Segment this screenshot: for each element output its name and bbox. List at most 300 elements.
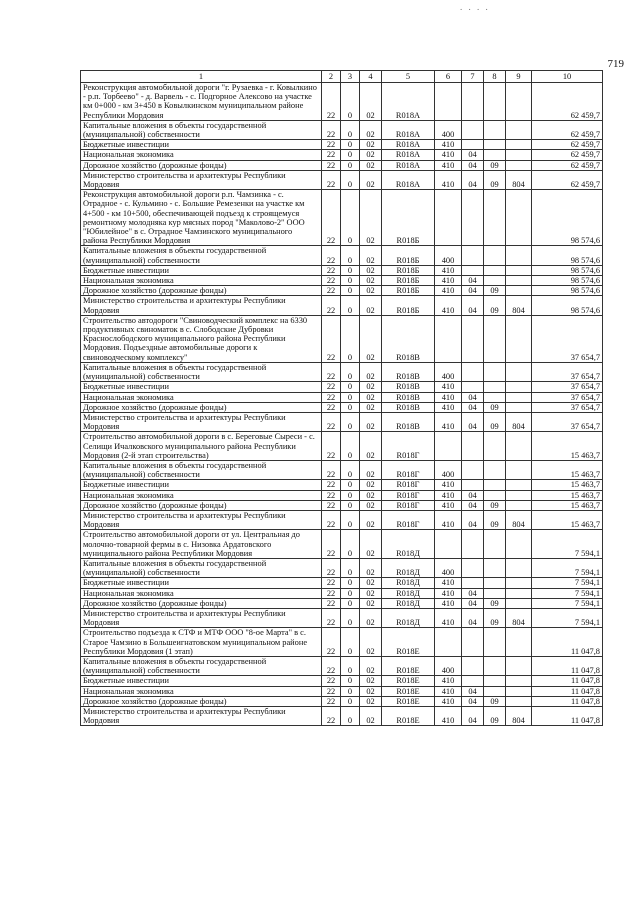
row-target-code: R018А xyxy=(382,83,435,121)
row-amount: 15 463,7 xyxy=(532,460,603,479)
table-row xyxy=(81,315,603,362)
table-row xyxy=(81,656,603,675)
row-section xyxy=(462,190,484,246)
row-code-4: 02 xyxy=(360,510,382,529)
row-target-code: R018Д xyxy=(382,588,435,598)
row-amount: 11 047,8 xyxy=(532,686,603,696)
row-ministry-code xyxy=(506,598,532,608)
row-code-3: 0 xyxy=(341,530,360,559)
row-code-4: 02 xyxy=(360,412,382,431)
row-amount: 62 459,7 xyxy=(532,140,603,150)
row-expense-type xyxy=(435,628,462,657)
row-target-code: R018Е xyxy=(382,686,435,696)
row-ministry-code xyxy=(506,83,532,121)
row-subsection xyxy=(484,392,506,402)
row-target-code: R018Б xyxy=(382,296,435,315)
row-subsection: 09 xyxy=(484,500,506,510)
row-ministry-code xyxy=(506,656,532,675)
row-amount: 15 463,7 xyxy=(532,510,603,529)
header-cell: 7 xyxy=(462,71,484,83)
row-ministry-code: 804 xyxy=(506,608,532,627)
table-row xyxy=(81,676,603,686)
row-code-2: 22 xyxy=(322,676,341,686)
row-code-3: 0 xyxy=(341,120,360,139)
row-code-2: 22 xyxy=(322,160,341,170)
row-code-3: 0 xyxy=(341,286,360,296)
row-target-code: R018В xyxy=(382,315,435,362)
table-row xyxy=(81,296,603,315)
row-code-2: 22 xyxy=(322,432,341,461)
row-code-2: 22 xyxy=(322,510,341,529)
row-amount: 98 574,6 xyxy=(532,296,603,315)
row-code-4: 02 xyxy=(360,265,382,275)
table-row xyxy=(81,83,603,121)
row-section xyxy=(462,460,484,479)
row-description: Капитальные вложения в объекты государственной (муниципальной) собственности xyxy=(81,246,322,265)
row-ministry-code: 804 xyxy=(506,707,532,726)
row-code-4: 02 xyxy=(360,628,382,657)
row-section: 04 xyxy=(462,296,484,315)
row-ministry-code xyxy=(506,676,532,686)
row-target-code: R018Д xyxy=(382,530,435,559)
row-ministry-code: 804 xyxy=(506,170,532,189)
row-amount: 37 654,7 xyxy=(532,315,603,362)
row-expense-type: 410 xyxy=(435,382,462,392)
table-row xyxy=(81,170,603,189)
row-code-3: 0 xyxy=(341,190,360,246)
row-amount: 37 654,7 xyxy=(532,402,603,412)
row-code-4: 02 xyxy=(360,500,382,510)
header-cell: 10 xyxy=(532,71,603,83)
row-code-2: 22 xyxy=(322,362,341,381)
row-amount: 98 574,6 xyxy=(532,246,603,265)
row-code-4: 02 xyxy=(360,696,382,706)
row-code-2: 22 xyxy=(322,686,341,696)
row-description: Реконструкция автомобильной дороги р.п. Чамзинка - с. Отрадное - с. Кульмино - с. Большие Ремезенки на участке км 4+500 - км 10+500, обеспечивающей подъезд к строящемуся ремонтному молодняка кур мясных пород "Маколово-2" ООО "Юбилейное" в с. Отрадное Чамзинского муниципального района Республики Мордовия xyxy=(81,190,322,246)
row-code-2: 22 xyxy=(322,170,341,189)
row-ministry-code xyxy=(506,140,532,150)
row-code-2: 22 xyxy=(322,246,341,265)
row-section: 04 xyxy=(462,490,484,500)
row-target-code: R018Б xyxy=(382,246,435,265)
row-subsection: 09 xyxy=(484,598,506,608)
row-amount: 7 594,1 xyxy=(532,598,603,608)
row-expense-type xyxy=(435,315,462,362)
row-subsection xyxy=(484,190,506,246)
row-section: 04 xyxy=(462,392,484,402)
header-cell: 6 xyxy=(435,71,462,83)
row-subsection xyxy=(484,480,506,490)
row-code-3: 0 xyxy=(341,83,360,121)
table-row xyxy=(81,500,603,510)
row-code-4: 02 xyxy=(360,150,382,160)
row-amount: 98 574,6 xyxy=(532,276,603,286)
row-code-3: 0 xyxy=(341,382,360,392)
row-amount: 7 594,1 xyxy=(532,530,603,559)
row-section: 04 xyxy=(462,500,484,510)
row-subsection xyxy=(484,265,506,275)
row-description: Министерство строительства и архитектуры Республики Мордовия xyxy=(81,412,322,431)
row-target-code: R018Е xyxy=(382,628,435,657)
row-target-code: R018Е xyxy=(382,656,435,675)
row-code-3: 0 xyxy=(341,412,360,431)
row-ministry-code xyxy=(506,588,532,598)
row-section xyxy=(462,140,484,150)
row-description: Национальная экономика xyxy=(81,588,322,598)
row-section xyxy=(462,362,484,381)
row-section: 04 xyxy=(462,707,484,726)
table-row xyxy=(81,460,603,479)
row-ministry-code xyxy=(506,190,532,246)
header-cell: 5 xyxy=(382,71,435,83)
row-subsection: 09 xyxy=(484,510,506,529)
row-ministry-code xyxy=(506,480,532,490)
row-ministry-code xyxy=(506,150,532,160)
row-code-4: 02 xyxy=(360,608,382,627)
row-description: Строительство автомобильной дороги от ул. Центральная до молочно-товарной фермы в с. Низовка Ардатовского муниципального района Республики Мордовия xyxy=(81,530,322,559)
row-code-3: 0 xyxy=(341,676,360,686)
row-target-code: R018А xyxy=(382,150,435,160)
row-code-2: 22 xyxy=(322,490,341,500)
row-amount: 37 654,7 xyxy=(532,412,603,431)
table-body xyxy=(81,83,603,726)
row-description: Строительство автомобильной дороги в с. Береговые Сыреси - с. Селищи Ичалковского муниципального района Республики Мордовия (2-й этап строительства) xyxy=(81,432,322,461)
row-expense-type: 400 xyxy=(435,558,462,577)
row-code-2: 22 xyxy=(322,382,341,392)
header-cell: 8 xyxy=(484,71,506,83)
row-section: 04 xyxy=(462,170,484,189)
table-row xyxy=(81,598,603,608)
row-target-code: R018В xyxy=(382,412,435,431)
row-code-3: 0 xyxy=(341,608,360,627)
table-row xyxy=(81,480,603,490)
row-code-4: 02 xyxy=(360,490,382,500)
row-code-4: 02 xyxy=(360,598,382,608)
row-target-code: R018Б xyxy=(382,286,435,296)
row-ministry-code xyxy=(506,286,532,296)
row-expense-type: 410 xyxy=(435,707,462,726)
row-code-2: 22 xyxy=(322,480,341,490)
row-amount: 98 574,6 xyxy=(532,265,603,275)
row-code-2: 22 xyxy=(322,460,341,479)
row-section: 04 xyxy=(462,150,484,160)
row-code-2: 22 xyxy=(322,558,341,577)
row-code-2: 22 xyxy=(322,628,341,657)
row-section: 04 xyxy=(462,510,484,529)
row-section: 04 xyxy=(462,608,484,627)
row-code-3: 0 xyxy=(341,628,360,657)
row-target-code: R018Д xyxy=(382,558,435,577)
row-target-code: R018Б xyxy=(382,190,435,246)
row-description: Капитальные вложения в объекты государственной (муниципальной) собственности xyxy=(81,558,322,577)
row-subsection xyxy=(484,276,506,286)
table-row xyxy=(81,140,603,150)
row-target-code: R018В xyxy=(382,392,435,402)
row-subsection xyxy=(484,578,506,588)
row-code-2: 22 xyxy=(322,315,341,362)
row-expense-type xyxy=(435,432,462,461)
row-code-4: 02 xyxy=(360,170,382,189)
row-subsection xyxy=(484,628,506,657)
row-section: 04 xyxy=(462,412,484,431)
table-row xyxy=(81,120,603,139)
row-subsection xyxy=(484,432,506,461)
header-cell: 2 xyxy=(322,71,341,83)
row-expense-type xyxy=(435,83,462,121)
header-cell: 9 xyxy=(506,71,532,83)
row-expense-type: 410 xyxy=(435,412,462,431)
row-description: Реконструкция автомобильной дороги "г. Рузаевка - г. Ковылкино - р.п. Торбеево" - д. Варвель - с. Подгорное Алексово на участке км 0+000 - км 3+450 в Ковылкинском муниципальном районе Республики Мордовия xyxy=(81,83,322,121)
row-description: Бюджетные инвестиции xyxy=(81,382,322,392)
row-subsection xyxy=(484,150,506,160)
row-description: Бюджетные инвестиции xyxy=(81,676,322,686)
row-target-code: R018В xyxy=(382,382,435,392)
row-target-code: R018А xyxy=(382,120,435,139)
row-description: Министерство строительства и архитектуры Республики Мордовия xyxy=(81,170,322,189)
row-description: Национальная экономика xyxy=(81,276,322,286)
row-expense-type: 410 xyxy=(435,686,462,696)
row-amount: 62 459,7 xyxy=(532,160,603,170)
row-code-2: 22 xyxy=(322,120,341,139)
table-row xyxy=(81,608,603,627)
row-expense-type: 410 xyxy=(435,696,462,706)
row-subsection: 09 xyxy=(484,402,506,412)
row-expense-type: 410 xyxy=(435,480,462,490)
row-subsection: 09 xyxy=(484,296,506,315)
row-ministry-code xyxy=(506,578,532,588)
row-subsection: 09 xyxy=(484,170,506,189)
row-ministry-code: 804 xyxy=(506,412,532,431)
row-expense-type: 410 xyxy=(435,160,462,170)
row-description: Строительство автодороги "Свиноводческий комплекс на 6330 продуктивных свиноматок в с. Слободские Дубровки Краснослободского муниципального района Республики Мордовия. Подъездные автомобильные дороги к свиноводческому комплексу" xyxy=(81,315,322,362)
row-ministry-code xyxy=(506,392,532,402)
row-description: Национальная экономика xyxy=(81,490,322,500)
row-target-code: R018Г xyxy=(382,490,435,500)
row-target-code: R018Г xyxy=(382,432,435,461)
row-amount: 37 654,7 xyxy=(532,362,603,381)
row-subsection xyxy=(484,140,506,150)
row-target-code: R018Е xyxy=(382,676,435,686)
row-target-code: R018Б xyxy=(382,265,435,275)
row-section: 04 xyxy=(462,160,484,170)
table-row xyxy=(81,265,603,275)
row-target-code: R018Г xyxy=(382,480,435,490)
row-ministry-code xyxy=(506,696,532,706)
row-expense-type: 400 xyxy=(435,246,462,265)
row-amount: 11 047,8 xyxy=(532,656,603,675)
row-description: Дорожное хозяйство (дорожные фонды) xyxy=(81,402,322,412)
row-subsection xyxy=(484,558,506,577)
row-code-4: 02 xyxy=(360,402,382,412)
row-amount: 11 047,8 xyxy=(532,696,603,706)
row-code-3: 0 xyxy=(341,588,360,598)
row-amount: 37 654,7 xyxy=(532,382,603,392)
row-subsection xyxy=(484,246,506,265)
row-description: Дорожное хозяйство (дорожные фонды) xyxy=(81,286,322,296)
row-code-4: 02 xyxy=(360,190,382,246)
row-amount: 98 574,6 xyxy=(532,286,603,296)
row-code-3: 0 xyxy=(341,686,360,696)
row-section xyxy=(462,530,484,559)
row-ministry-code xyxy=(506,276,532,286)
row-expense-type: 410 xyxy=(435,276,462,286)
row-section xyxy=(462,315,484,362)
row-code-4: 02 xyxy=(360,392,382,402)
row-code-4: 02 xyxy=(360,676,382,686)
row-code-3: 0 xyxy=(341,432,360,461)
row-ministry-code xyxy=(506,432,532,461)
row-expense-type: 410 xyxy=(435,500,462,510)
row-code-2: 22 xyxy=(322,296,341,315)
row-section: 04 xyxy=(462,402,484,412)
row-section xyxy=(462,265,484,275)
row-expense-type: 400 xyxy=(435,460,462,479)
row-ministry-code xyxy=(506,382,532,392)
row-code-3: 0 xyxy=(341,656,360,675)
table-row xyxy=(81,362,603,381)
row-ministry-code: 804 xyxy=(506,510,532,529)
row-amount: 15 463,7 xyxy=(532,500,603,510)
row-subsection: 09 xyxy=(484,696,506,706)
table-row xyxy=(81,382,603,392)
row-subsection xyxy=(484,315,506,362)
row-expense-type: 410 xyxy=(435,140,462,150)
table-row xyxy=(81,628,603,657)
row-target-code: R018Д xyxy=(382,578,435,588)
row-code-4: 02 xyxy=(360,686,382,696)
row-expense-type: 410 xyxy=(435,170,462,189)
row-section xyxy=(462,628,484,657)
scan-mark: . . . . xyxy=(460,2,490,12)
row-code-2: 22 xyxy=(322,265,341,275)
row-code-2: 22 xyxy=(322,276,341,286)
row-code-4: 02 xyxy=(360,588,382,598)
row-code-3: 0 xyxy=(341,707,360,726)
row-subsection: 09 xyxy=(484,160,506,170)
header-cell: 1 xyxy=(81,71,322,83)
header-cell: 3 xyxy=(341,71,360,83)
page-number: 719 xyxy=(607,58,624,70)
row-section: 04 xyxy=(462,598,484,608)
row-expense-type: 410 xyxy=(435,578,462,588)
row-amount: 7 594,1 xyxy=(532,588,603,598)
row-ministry-code xyxy=(506,490,532,500)
row-code-4: 02 xyxy=(360,140,382,150)
row-code-4: 02 xyxy=(360,160,382,170)
row-amount: 7 594,1 xyxy=(532,578,603,588)
row-section xyxy=(462,432,484,461)
row-target-code: R018Б xyxy=(382,276,435,286)
row-code-3: 0 xyxy=(341,490,360,500)
row-subsection xyxy=(484,656,506,675)
row-description: Министерство строительства и архитектуры Республики Мордовия xyxy=(81,296,322,315)
row-description: Министерство строительства и архитектуры Республики Мордовия xyxy=(81,510,322,529)
row-target-code: R018Д xyxy=(382,608,435,627)
row-section xyxy=(462,246,484,265)
row-code-2: 22 xyxy=(322,140,341,150)
row-code-4: 02 xyxy=(360,480,382,490)
row-subsection: 09 xyxy=(484,608,506,627)
row-code-3: 0 xyxy=(341,510,360,529)
row-description: Бюджетные инвестиции xyxy=(81,578,322,588)
row-target-code: R018Д xyxy=(382,598,435,608)
row-section xyxy=(462,83,484,121)
row-description: Капитальные вложения в объекты государственной (муниципальной) собственности xyxy=(81,120,322,139)
row-target-code: R018А xyxy=(382,160,435,170)
table-row xyxy=(81,558,603,577)
table-row xyxy=(81,276,603,286)
table-row xyxy=(81,246,603,265)
row-code-2: 22 xyxy=(322,286,341,296)
row-subsection xyxy=(484,588,506,598)
row-code-2: 22 xyxy=(322,598,341,608)
row-code-3: 0 xyxy=(341,480,360,490)
row-code-2: 22 xyxy=(322,588,341,598)
row-code-2: 22 xyxy=(322,656,341,675)
row-ministry-code xyxy=(506,246,532,265)
row-ministry-code xyxy=(506,160,532,170)
row-code-2: 22 xyxy=(322,83,341,121)
row-code-4: 02 xyxy=(360,707,382,726)
row-ministry-code xyxy=(506,686,532,696)
row-code-2: 22 xyxy=(322,500,341,510)
row-ministry-code xyxy=(506,500,532,510)
row-description: Бюджетные инвестиции xyxy=(81,140,322,150)
row-target-code: R018Г xyxy=(382,510,435,529)
row-amount: 62 459,7 xyxy=(532,120,603,139)
row-ministry-code xyxy=(506,530,532,559)
row-code-3: 0 xyxy=(341,392,360,402)
row-subsection xyxy=(484,686,506,696)
row-code-2: 22 xyxy=(322,530,341,559)
row-code-4: 02 xyxy=(360,382,382,392)
row-description: Строительство подъезда к СТФ и МТФ ООО "8-ое Марта" в с. Старое Чамзино в Большеигнатовском муниципальном районе Республики Мордовия (1 этап) xyxy=(81,628,322,657)
row-ministry-code xyxy=(506,362,532,381)
row-description: Министерство строительства и архитектуры Республики Мордовия xyxy=(81,608,322,627)
table-row xyxy=(81,190,603,246)
row-section: 04 xyxy=(462,696,484,706)
row-code-3: 0 xyxy=(341,170,360,189)
row-target-code: R018В xyxy=(382,402,435,412)
row-ministry-code: 804 xyxy=(506,296,532,315)
row-expense-type: 410 xyxy=(435,676,462,686)
table-row xyxy=(81,490,603,500)
row-amount: 15 463,7 xyxy=(532,432,603,461)
row-code-4: 02 xyxy=(360,120,382,139)
row-section: 04 xyxy=(462,686,484,696)
row-code-4: 02 xyxy=(360,296,382,315)
row-expense-type: 410 xyxy=(435,265,462,275)
row-expense-type: 400 xyxy=(435,120,462,139)
row-ministry-code xyxy=(506,315,532,362)
row-description: Бюджетные инвестиции xyxy=(81,480,322,490)
header-row xyxy=(81,71,603,83)
row-section: 04 xyxy=(462,286,484,296)
table-row xyxy=(81,402,603,412)
row-code-3: 0 xyxy=(341,315,360,362)
row-expense-type: 410 xyxy=(435,510,462,529)
row-section: 04 xyxy=(462,276,484,286)
row-code-2: 22 xyxy=(322,150,341,160)
row-subsection xyxy=(484,362,506,381)
row-description: Капитальные вложения в объекты государственной (муниципальной) собственности xyxy=(81,460,322,479)
row-section xyxy=(462,656,484,675)
table-row xyxy=(81,578,603,588)
row-code-3: 0 xyxy=(341,578,360,588)
row-expense-type: 400 xyxy=(435,362,462,381)
header-cell: 4 xyxy=(360,71,382,83)
row-target-code: R018Г xyxy=(382,500,435,510)
